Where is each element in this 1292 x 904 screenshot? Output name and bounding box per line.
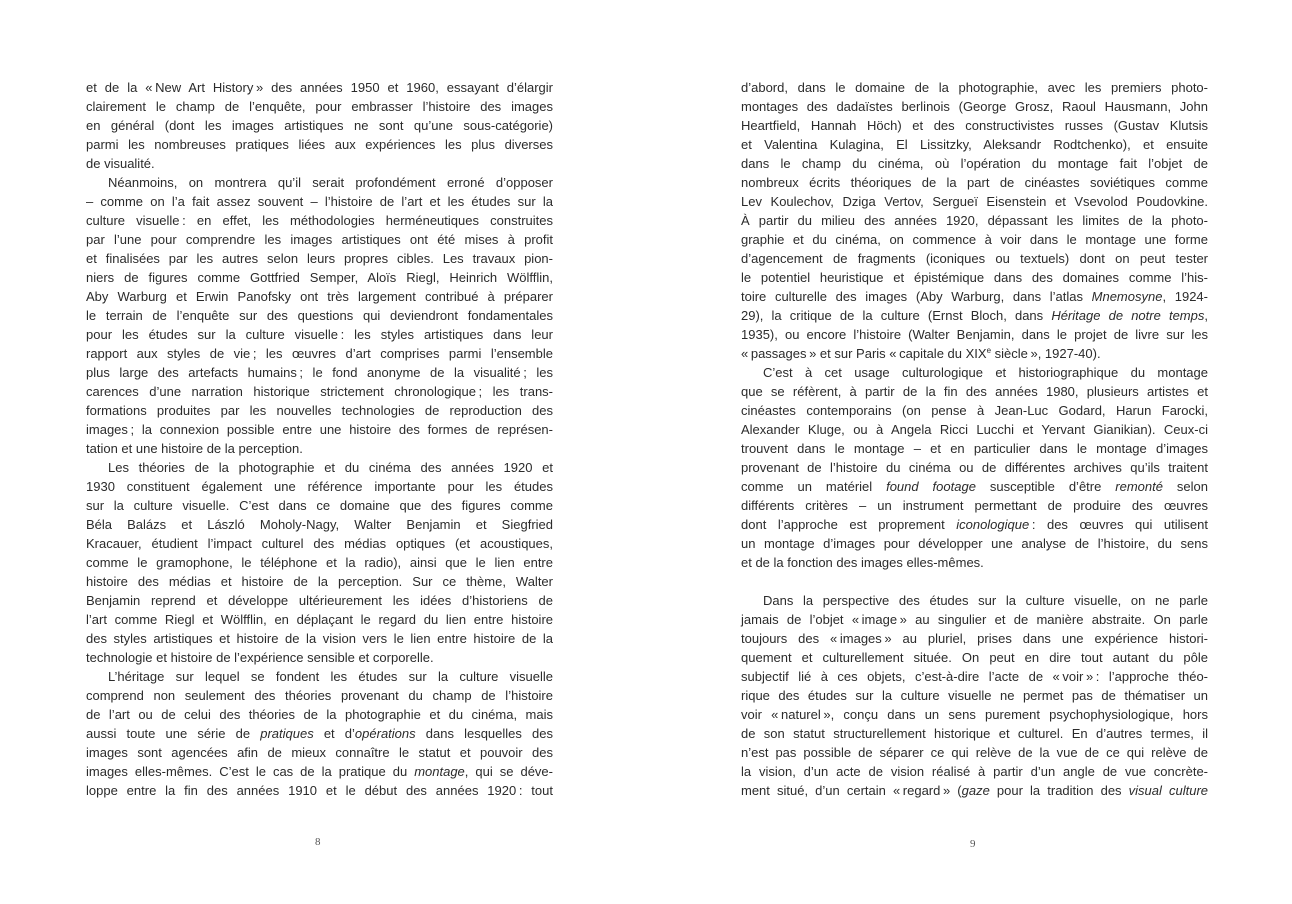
text-line: carences d’une narration historique strictement chronologique ; les trans- [86,384,553,399]
text-line [86,724,553,743]
text-line: Lev Koulechov, Dziga Vertov, Sergueï Eisenstein et Vsevolod Poudovkine. [741,194,1208,209]
text-line: L’héritage sur lequel se fondent les études sur la culture visuelle [108,669,553,684]
paragraph [741,591,1208,800]
text-line: Benjamin reprend et développe ultérieurement les idées d’historiens de [86,593,553,608]
text-line: subjectif lié à ces objets, c’est-à-dire l’acte de « voir » : l’approche théo- [741,669,1208,684]
text-line: et de la « New Art History » des années 1950 et 1960, essayant d’élargir [86,80,553,95]
text-line: et de la fonction des images elles-mêmes. [741,555,984,570]
text-line: formations produites par les nouvelles technologies de reproduction des [86,403,553,418]
text-line: sur la culture visuelle. C’est dans ce domaine que des figures comme [86,498,553,513]
text-line: cinéastes contemporains (on pense à Jean-Luc Godard, Harun Farocki, [741,403,1208,418]
text-line: voir « naturel », conçu dans un sens purement psychophysiologique, hors [741,707,1208,722]
text-line: différents critères – un instrument permettant de produire des œuvres [741,498,1208,513]
text-segment: susceptible d’être [975,479,1116,494]
italic-text: pratiques [260,726,314,741]
text-line: culture visuelle : en effet, les méthodologies herméneutiques construites [86,213,553,228]
text-segment: toire culturelle des images (Aby Warburg, dans l’atlas [741,289,1092,304]
text-line: technologie et histoire de l’expérience sensible et corporelle. [86,650,434,665]
text-segment: , 1924- [1162,289,1208,304]
italic-text: gaze [961,783,990,798]
text-segment: et d’ [313,726,355,741]
text-line: 1930 constituent également une référence importante pour les études [86,479,553,494]
italic-text: iconologique [956,517,1030,532]
text-line: nombreux écrits théoriques de la part de cinéastes soviétiques comme [741,175,1208,190]
text-line: quement et culturellement située. On peut en dire tout autant du pôle [741,650,1208,665]
text-segment: comme un matériel [741,479,887,494]
superscript: e [986,346,992,355]
text-line: comme le gramophone, le téléphone et la radio), ainsi que le lien entre [86,555,553,570]
text-line: de l’art ou de celui des théories de la photographie et du cinéma, mais [86,707,553,722]
text-line: Alexander Kluge, ou à Angela Ricci Lucchi et Yervant Gianikian). Ceux-ci [741,422,1208,437]
text-segment: ment situé, d’un certain « regard » ( [741,783,962,798]
text-line: tation et une histoire de la perception. [86,441,303,456]
italic-text: visual culture [1128,783,1209,798]
text-segment: dont l’approche est proprement [741,517,957,532]
text-line: des styles artistiques et histoire de la vision vers le lien entre histoire de la [86,631,553,646]
text-line: provenant de l’histoire du cinéma ou de différentes archives qu’ils traitent [741,460,1208,475]
right-page-text [741,78,1208,800]
text-line: parmi les nombreuses pratiques liées aux expériences les plus diverses [86,137,553,152]
paragraph [741,78,1208,363]
text-segment: selon [1162,479,1208,494]
text-line: d’agencement de fragments (iconiques ou textuels) dont on peut tester [741,251,1208,266]
text-line: histoire des médias et histoire de la perception. Sur ce thème, Walter [86,574,553,589]
text-line: clairement le champ de l’enquête, pour embrasser l’histoire des images [86,99,553,114]
text-line: et Valentina Kulagina, El Lissitzky, Aleksandr Rodtchenko), et ensuite [741,137,1208,152]
text-segment: , qui se déve- [464,764,553,779]
paragraph [86,78,553,173]
italic-text: found footage [886,479,976,494]
italic-text: Mnemosyne [1091,289,1163,304]
text-line: dans le champ du cinéma, où l’opération du montage fait l’objet de [741,156,1208,171]
paragraph [86,458,553,667]
italic-text: remonté [1115,479,1163,494]
text-line [741,477,1208,496]
text-line [741,287,1208,306]
text-line: images sont agencées afin de mieux connaître le statut et pouvoir des [86,745,553,760]
text-line: Dans la perspective des études sur la culture visuelle, on ne parle [763,593,1208,608]
text-line: – comme on l’a fait assez souvent – l’histoire de l’art et les études sur la [86,194,553,209]
text-line: images ; la connexion possible entre une histoire des formes de représen- [86,422,553,437]
text-segment: , [1204,308,1208,323]
text-line: un montage d’images pour développer une analyse de l’histoire, du sens [741,536,1208,551]
text-line: par l’une pour comprendre les images artistiques ont été mises à profit [86,232,553,247]
text-line [741,344,1208,363]
text-segment: images elles-mêmes. C’est le cas de la pratique du [86,764,415,779]
text-line: le terrain de l’enquête sur des questions qui deviendront fondamentales [86,308,553,323]
text-line: la vision, d’un acte de vision réalisé à partir d’un angle de vue concrète- [741,764,1208,779]
paragraph [741,363,1208,572]
text-line: que se réfèrent, à partir de la fin des années 1980, plusieurs artistes et [741,384,1208,399]
text-line: Béla Balázs et László Moholy-Nagy, Walter Benjamin et Siegfried [86,517,553,532]
text-line: plus large des artefacts humains ; le fond anonyme de la visualité ; les [86,365,553,380]
paragraph [86,667,553,800]
text-line [741,781,1208,800]
text-line: d’abord, dans le domaine de la photographie, avec les premiers photo- [741,80,1208,95]
text-line: le potentiel heuristique et épistémique dans des domaines comme l’his- [741,270,1208,285]
text-line: rique des études sur la culture visuelle ne permet pas de thématiser un [741,688,1208,703]
text-line: trouvent dans le montage – et en particulier dans le montage d’images [741,441,1208,456]
text-segment: « passages » et sur Paris « capitale du XIX [741,346,987,361]
text-line: loppe entre la fin des années 1910 et le début des années 1920 : tout [86,783,553,798]
italic-text: montage [414,764,465,779]
text-segment: dans lesquelles des [415,726,553,741]
text-line: n’est pas possible de séparer ce qui relève de la vue de ce qui relève de [741,745,1208,760]
text-line: Kracauer, étudient l’impact culturel des médias optiques (et acoustiques, [86,536,553,551]
text-line: pour les études sur la culture visuelle : les styles artistiques dans leur [86,327,553,342]
text-line: et finalisées par les autres selon leurs propres cibles. Les travaux pion- [86,251,553,266]
text-line: Heartfield, Hannah Höch) et des constructivistes russes (Gustav Klutsis [741,118,1208,133]
text-line: graphie et du cinéma, on commence à voir dans le montage une forme [741,232,1208,247]
italic-text: Héritage de notre temps [1051,308,1205,323]
text-line: niers de figures comme Gottfried Semper, Aloïs Riegl, Heinrich Wölfflin, [86,270,553,285]
italic-text: opérations [354,726,416,741]
text-segment: pour la tradition des [989,783,1129,798]
text-line [741,306,1208,325]
text-line: C’est à cet usage culturologique et historiographique du montage [763,365,1208,380]
text-line: toujours des « images » au pluriel, prises dans une expérience histori- [741,631,1208,646]
text-line [86,762,553,781]
page-number-right: 9 [970,838,976,850]
text-line: Néanmoins, on montrera qu’il serait profondément erroné d’opposer [108,175,553,190]
text-line: rapport aux styles de vie ; les œuvres d’art comprises parmi l’ensemble [86,346,553,361]
text-line [741,515,1208,534]
paragraph [86,173,553,458]
text-line: l’art comme Riegl et Wölfflin, en déplaçant le regard du lien entre histoire [86,612,553,627]
text-segment: 29), la critique de la culture (Ernst Bloch, dans [741,308,1052,323]
text-segment: : des œuvres qui utilisent [1029,517,1208,532]
text-line: de visualité. [86,156,155,171]
text-line: Aby Warburg et Erwin Panofsky ont très largement contribué à préparer [86,289,553,304]
text-line: de son statut structurellement historique et culturel. En d’autres termes, il [741,726,1208,741]
text-line: en général (dont les images artistiques ne sont qu’une sous-catégorie) [86,118,553,133]
text-line: montages des dadaïstes berlinois (George Grosz, Raoul Hausmann, John [741,99,1208,114]
text-line: 1935), ou encore l’histoire (Walter Benjamin, dans le projet de livre sur les [741,327,1208,342]
text-line: comprend non seulement des théories provenant du champ de l’histoire [86,688,553,703]
text-segment: siècle », 1927-40). [991,346,1101,361]
text-line: jamais de l’objet « image » au singulier et de manière abstraite. On parle [741,612,1208,627]
page-number-left: 8 [315,836,321,848]
text-line: Les théories de la photographie et du cinéma des années 1920 et [108,460,553,475]
text-line: À partir du milieu des années 1920, dépassant les limites de la photo- [741,213,1208,228]
left-page-text [86,78,553,800]
text-segment: aussi toute une série de [86,726,261,741]
